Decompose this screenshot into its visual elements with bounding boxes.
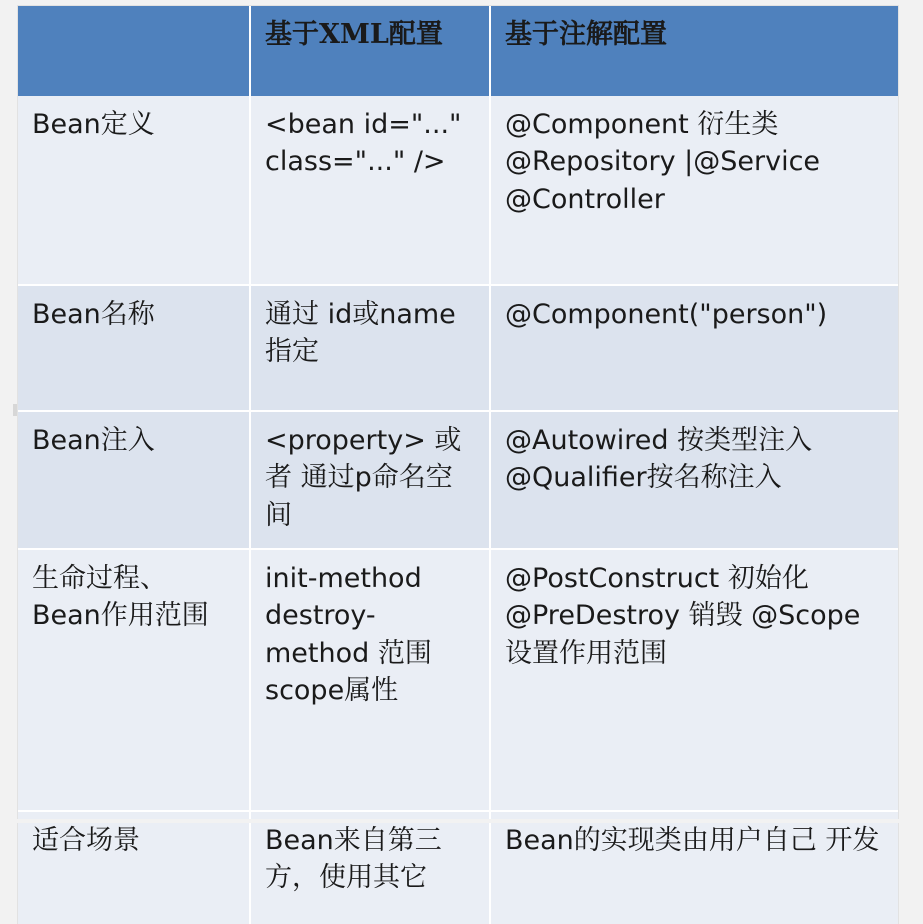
row-label-bean-name: Bean名称	[18, 285, 250, 411]
comparison-table-container	[18, 6, 898, 924]
row-annotation-bean-name: @Component("person")	[490, 285, 898, 411]
row-annotation-bean-injection: @Autowired 按类型注入 @Qualifier按名称注入	[490, 411, 898, 549]
row-xml-use-case: Bean来自第三 方，使用其它	[250, 811, 490, 924]
row-label-lifecycle-scope: 生命过程、 Bean作用范围	[18, 549, 250, 811]
header-cell-annotation: 基于注解配置	[490, 6, 898, 96]
header-cell-blank	[18, 6, 250, 96]
row-label-bean-definition: Bean定义	[18, 96, 250, 285]
row-label-bean-injection: Bean注入	[18, 411, 250, 549]
bottom-edge	[0, 819, 923, 823]
table-row	[18, 411, 898, 549]
table-row	[18, 285, 898, 411]
table-row	[18, 549, 898, 811]
row-xml-bean-injection: <property> 或者 通过p命名空间	[250, 411, 490, 549]
table-header-row	[18, 6, 898, 96]
row-annotation-lifecycle-scope: @PostConstruct 初始化 @PreDestroy 销毁 @Scope设置作用范围	[490, 549, 898, 811]
row-xml-lifecycle-scope: init-method destroy-method 范围 scope属性	[250, 549, 490, 811]
row-annotation-bean-definition: @Component 衍生类@Repository |@Service @Controller	[490, 96, 898, 285]
table-body	[18, 96, 898, 924]
table-row	[18, 96, 898, 285]
table-header	[18, 6, 898, 96]
comparison-table	[18, 6, 898, 924]
row-annotation-use-case: Bean的实现类由用户自己 开发	[490, 811, 898, 924]
row-label-use-case: 适合场景	[18, 811, 250, 924]
header-cell-xml: 基于XML配置	[250, 6, 490, 96]
row-xml-bean-definition: <bean id="..." class="..." />	[250, 96, 490, 285]
table-row	[18, 811, 898, 924]
row-xml-bean-name: 通过 id或name 指定	[250, 285, 490, 411]
